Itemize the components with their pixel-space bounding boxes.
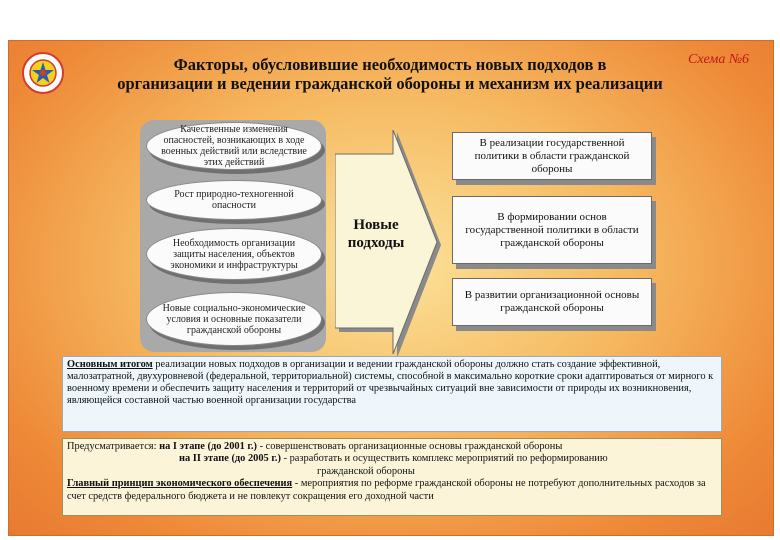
summary-lead: Основным итогом: [67, 359, 153, 370]
plan-principle-text: - мероприятия по реформе гражданской обороны не потребуют дополнительных расходов за счет средств федерального бюджета и не повлекут сокращения его доходной части: [67, 478, 706, 502]
factor-3: Необходимость организации защиты населения, объектов экономики и инфраструктуры: [146, 228, 322, 280]
emblem-logo: [22, 52, 64, 94]
plan-box: [62, 438, 722, 516]
direction-2: В формировании основ государственной политики в области гражданской обороны: [452, 196, 652, 264]
factor-2: Рост природно-техногенной опасности: [146, 180, 322, 220]
emblem-star-icon: [28, 58, 58, 88]
factor-1: Качественные изменения опасностей, возникающих в ходе военных действий или вследствие этих действий: [146, 122, 322, 170]
direction-1: В реализации государственной политики в области гражданской обороны: [452, 132, 652, 180]
page-title: [60, 55, 720, 93]
plan-stage-1-text: - совершенствовать организационные основы гражданской обороны: [259, 441, 563, 452]
new-approaches-line-1: Новые: [353, 217, 399, 233]
plan-stage-2-label: на II этапе (до 2005 г.): [179, 453, 281, 465]
plan-principle-label: Главный принцип экономического обеспечения: [67, 478, 293, 490]
summary-text: реализации новых подходов в организации и ведении гражданской обороны должно стать создание эффективной, малозатратной, двухуровневой (федеральной, территориальной) системы, способной в максимально короткие сроки адаптироваться от мирного к военному времени и обеспечить защиту населения и территорий от чрезвычайных ситуаций вне зависимости от природы их возникновения, являющейся составной частью военной организации государства: [67, 359, 714, 406]
new-approaches-label: [338, 216, 414, 252]
plan-stage-2: [67, 453, 717, 465]
factor-4: Новые социально-экономические условия и основные показатели гражданской обороны: [146, 292, 322, 346]
plan-stage-1: [67, 441, 717, 453]
plan-stage-1-label: на I этапе (до 2001 г.): [159, 441, 257, 452]
scheme-number: Схема №6: [688, 52, 750, 67]
title-line-2: организации и ведении гражданской обороны и механизм их реализации: [117, 74, 663, 93]
plan-stage-2-text: - разработать и осуществить комплекс мероприятий по реформированию: [283, 453, 608, 465]
summary-box: [62, 356, 722, 432]
plan-principle: [67, 478, 717, 503]
direction-3: В развитии организационной основы гражданской обороны: [452, 278, 652, 326]
plan-stage-2-cont: гражданской обороны: [317, 465, 415, 477]
new-approaches-line-2: подходы: [347, 235, 405, 251]
title-line-1: Факторы, обусловившие необходимость новых подходов в: [173, 55, 607, 74]
plan-intro: Предусматривается:: [67, 441, 157, 452]
